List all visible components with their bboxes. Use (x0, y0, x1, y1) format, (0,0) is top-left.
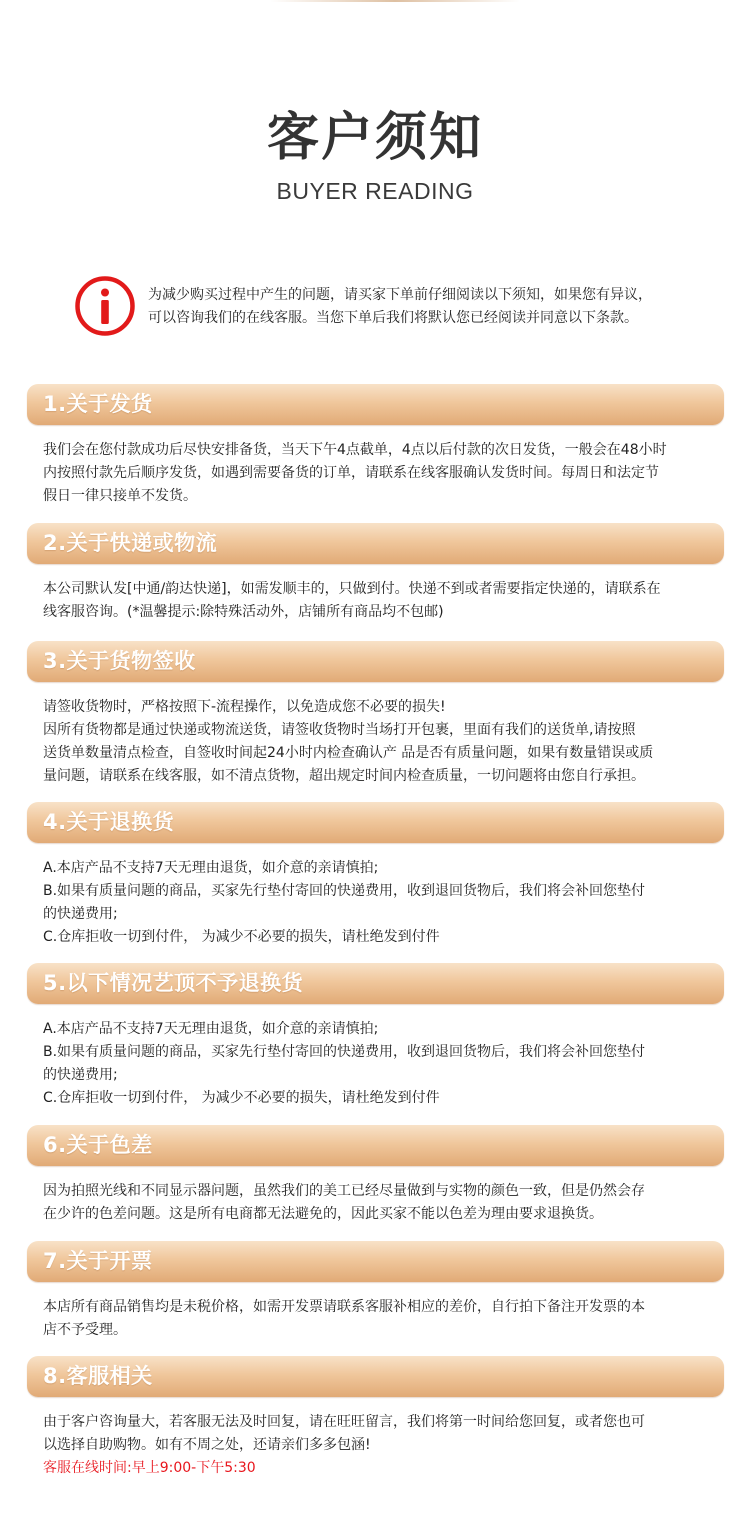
body-line: 因为拍照光线和不同显示器问题，虽然我们的美工已经尽量做到与实物的颜色一致，但是仍然会存 (43, 1183, 645, 1199)
section-title: 5.以下情况艺顶不予退换货 (43, 971, 304, 995)
notice-line: 可以咨询我们的在线客服。当您下单后我们将默认您已经阅读并同意以下条款。 (148, 310, 638, 326)
body-line: B.如果有质量问题的商品，买家先行垫付寄回的快递费用，收到退回货物后，我们将会补回您垫付 (43, 883, 646, 899)
section-title: 3.关于货物签收 (43, 649, 196, 673)
section-header-bar (27, 963, 724, 1004)
section-header-bar (27, 1125, 724, 1166)
section-header-bar (27, 1356, 724, 1397)
section-body (43, 578, 709, 624)
info-icon (74, 275, 136, 337)
body-line: 本公司默认发[中通/韵达快递]，如需发顺丰的，只做到付。快递不到或者需要指定快递的，请联系在 (43, 581, 661, 597)
body-line: 在少许的色差问题。这是所有电商都无法避免的，因此买家不能以色差为理由要求退换货。 (43, 1206, 603, 1222)
page-subtitle: BUYER READING (276, 178, 474, 204)
body-line: 本店所有商品销售均是未税价格，如需开发票请联系客服补相应的差价，自行拍下备注开发票的本 (43, 1299, 645, 1315)
notice-text (148, 284, 708, 330)
section-body (43, 1018, 709, 1110)
body-line: 送货单数量清点检查，自签收时间起24小时内检查确认产 品是否有质量问题，如果有数量错误或质 (43, 745, 654, 761)
body-line: 假日一律只接单不发货。 (43, 488, 197, 504)
top-decoration (270, 0, 520, 2)
body-line: B.如果有质量问题的商品，买家先行垫付寄回的快递费用，收到退回货物后，我们将会补回您垫付 (43, 1044, 646, 1060)
body-line: 由于客户咨询量大，若客服无法及时回复，请在旺旺留言，我们将第一时间给您回复，或者您也可 (43, 1414, 645, 1430)
section-title: 7.关于开票 (43, 1249, 153, 1273)
body-line: C.仓库拒收一切到付件， 为减少不必要的损失，请杜绝发到付件 (43, 929, 440, 945)
section-header-bar (27, 1241, 724, 1282)
section-header-bar (27, 802, 724, 843)
body-line: 的快递费用; (43, 906, 118, 922)
body-line: 线客服咨询。(*温馨提示:除特殊活动外，店铺所有商品均不包邮) (43, 604, 444, 620)
notice-line: 为减少购买过程中产生的问题，请买家下单前仔细阅读以下须知，如果您有异议， (148, 287, 652, 303)
section-header-bar (27, 523, 724, 564)
body-line: 我们会在您付款成功后尽快安排备货，当天下午4点截单，4点以后付款的次日发货，一般会在48小时 (43, 442, 667, 458)
section-body (43, 1296, 709, 1342)
body-line: 因所有货物都是通过快递或物流送货，请签收货物时当场打开包裹，里面有我们的送货单,请按照 (43, 722, 636, 738)
page-title: 客户须知 (266, 108, 483, 168)
notice-banner (0, 270, 750, 345)
body-line: C.仓库拒收一切到付件， 为减少不必要的损失，请杜绝发到付件 (43, 1090, 440, 1106)
body-line: A.本店产品不支持7天无理由退货，如介意的亲请慎拍; (43, 1021, 379, 1037)
section-title: 4.关于退换货 (43, 810, 175, 834)
body-line: 量问题，请联系在线客服，如不清点货物，超出规定时间内检查质量，一切问题将由您自行承担。 (43, 768, 645, 784)
section-title: 2.关于快递或物流 (43, 531, 218, 555)
section-header-bar (27, 384, 724, 425)
body-line: 以选择自助购物。如有不周之处，还请亲们多多包涵! (43, 1437, 371, 1453)
section-body (43, 1411, 709, 1480)
section-body (43, 857, 709, 949)
body-line: 请签收货物时，严格按照下-流程操作，以免造成您不必要的损失! (43, 699, 446, 715)
section-title: 8.客服相关 (43, 1364, 153, 1388)
section-header-bar (27, 641, 724, 682)
section-body (43, 439, 709, 508)
section-title: 6.关于色差 (43, 1133, 153, 1157)
body-line: A.本店产品不支持7天无理由退货，如介意的亲请慎拍; (43, 860, 379, 876)
section-body (43, 696, 709, 788)
service-hours: 客服在线时间:早上9:00-下午5:30 (43, 1460, 256, 1476)
section-title: 1.关于发货 (43, 392, 153, 416)
body-line: 的快递费用; (43, 1067, 118, 1083)
body-line: 店不予受理。 (43, 1322, 127, 1338)
section-body (43, 1180, 709, 1226)
body-line: 内按照付款先后顺序发货，如遇到需要备货的订单，请联系在线客服确认发货时间。每周日和法定节 (43, 465, 659, 481)
